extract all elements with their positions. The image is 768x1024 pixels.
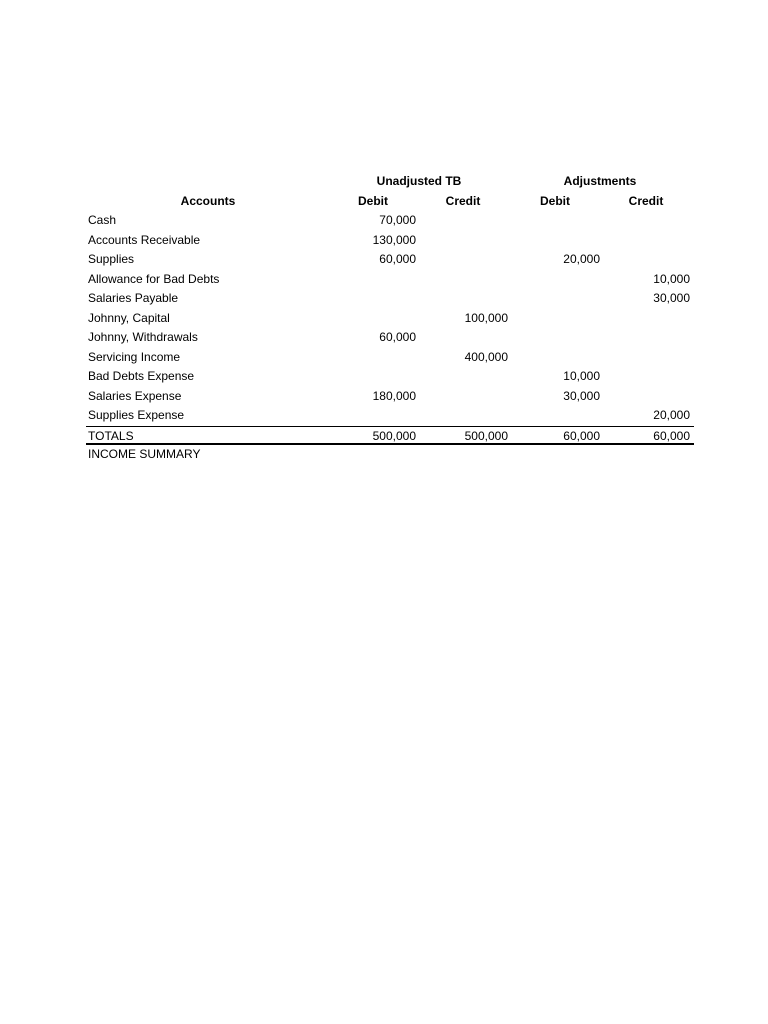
account-name: Johnny, Capital xyxy=(88,310,170,325)
unadjusted-debit-cell xyxy=(330,270,416,290)
table-row xyxy=(86,348,698,368)
table-row xyxy=(86,270,698,290)
unadjusted-debit-cell: 60,000 xyxy=(379,252,416,266)
account-name: Supplies xyxy=(88,252,135,266)
account-name: Salaries Payable xyxy=(88,291,179,305)
adjustments-debit-cell xyxy=(510,328,600,348)
table-row xyxy=(86,289,698,309)
account-name: Accounts Receivable xyxy=(88,232,201,247)
unadjusted-debit-cell: 70,000 xyxy=(379,213,416,227)
adjustments-debit-header: Debit xyxy=(540,193,570,208)
unadjusted-credit-cell: 400,000 xyxy=(464,349,508,364)
adjustments-debit-cell xyxy=(510,231,600,251)
unadjusted-credit-cell xyxy=(418,270,508,290)
unadjusted-credit-cell xyxy=(418,289,508,309)
worksheet-table xyxy=(86,172,698,465)
account-name: Allowance for Bad Debts xyxy=(88,271,220,286)
adjustments-header: Adjustments xyxy=(563,174,637,188)
adjustments-debit-cell xyxy=(510,270,600,290)
table-row xyxy=(86,231,698,251)
unadjusted-credit-header: Credit xyxy=(445,193,481,208)
column-header-row xyxy=(86,192,698,212)
adjustments-credit-header: Credit xyxy=(628,193,664,208)
account-name: Salaries Expense xyxy=(88,388,182,403)
unadjusted-debit-cell xyxy=(330,309,416,329)
income-summary-row xyxy=(86,445,698,465)
totals-row xyxy=(86,426,694,446)
account-name: Servicing Income xyxy=(88,349,181,364)
adjustments-credit-cell xyxy=(602,250,690,270)
account-name: Cash xyxy=(88,213,117,227)
unadjusted-tb-header: Unadjusted TB xyxy=(376,174,462,188)
adjustments-credit-cell xyxy=(602,211,690,231)
totals-label: TOTALS xyxy=(88,428,134,443)
total-adjustments-credit: 60,000 xyxy=(653,428,690,443)
adjustments-debit-cell: 30,000 xyxy=(563,388,600,403)
total-unadjusted-debit: 500,000 xyxy=(372,428,416,443)
adjustments-credit-cell xyxy=(602,387,690,407)
accounts-column-header: Accounts xyxy=(180,193,236,208)
adjustments-credit-cell xyxy=(602,328,690,348)
unadjusted-credit-cell: 100,000 xyxy=(464,310,508,325)
table-row xyxy=(86,387,698,407)
unadjusted-credit-cell xyxy=(418,250,508,270)
total-unadjusted-credit: 500,000 xyxy=(464,428,508,443)
account-name: Johnny, Withdrawals xyxy=(88,330,198,344)
table-row xyxy=(86,309,698,329)
unadjusted-credit-cell xyxy=(418,211,508,231)
adjustments-credit-cell xyxy=(602,348,690,368)
unadjusted-debit-cell: 180,000 xyxy=(372,388,416,403)
unadjusted-credit-cell xyxy=(418,367,508,387)
adjustments-credit-cell xyxy=(602,231,690,251)
unadjusted-debit-cell: 60,000 xyxy=(379,330,416,344)
unadjusted-debit-cell xyxy=(330,406,416,426)
unadjusted-debit-cell: 130,000 xyxy=(372,232,416,247)
adjustments-credit-cell: 30,000 xyxy=(653,291,690,305)
table-row xyxy=(86,211,698,231)
adjustments-debit-cell xyxy=(510,289,600,309)
unadjusted-credit-cell xyxy=(418,406,508,426)
adjustments-debit-cell xyxy=(510,211,600,231)
account-name: Bad Debts Expense xyxy=(88,369,195,383)
adjustments-debit-cell: 20,000 xyxy=(563,252,600,266)
table-row xyxy=(86,406,698,426)
unadjusted-credit-cell xyxy=(418,328,508,348)
account-name: Supplies Expense xyxy=(88,408,185,422)
unadjusted-credit-cell xyxy=(418,387,508,407)
table-row xyxy=(86,250,698,270)
table-row xyxy=(86,328,698,348)
group-header-row xyxy=(86,172,698,192)
unadjusted-debit-cell xyxy=(330,348,416,368)
adjustments-credit-cell: 20,000 xyxy=(653,408,690,422)
income-summary-label: INCOME SUMMARY xyxy=(88,447,201,461)
adjustments-debit-cell xyxy=(510,309,600,329)
unadjusted-debit-cell xyxy=(330,367,416,387)
adjustments-credit-cell xyxy=(602,309,690,329)
adjustments-debit-cell xyxy=(510,348,600,368)
total-adjustments-debit: 60,000 xyxy=(563,428,600,443)
table-row xyxy=(86,367,698,387)
unadjusted-credit-cell xyxy=(418,231,508,251)
adjustments-debit-cell: 10,000 xyxy=(563,369,600,383)
unadjusted-debit-header: Debit xyxy=(358,193,388,208)
adjustments-debit-cell xyxy=(510,406,600,426)
adjustments-credit-cell xyxy=(602,367,690,387)
adjustments-credit-cell: 10,000 xyxy=(653,271,690,286)
unadjusted-debit-cell xyxy=(330,289,416,309)
